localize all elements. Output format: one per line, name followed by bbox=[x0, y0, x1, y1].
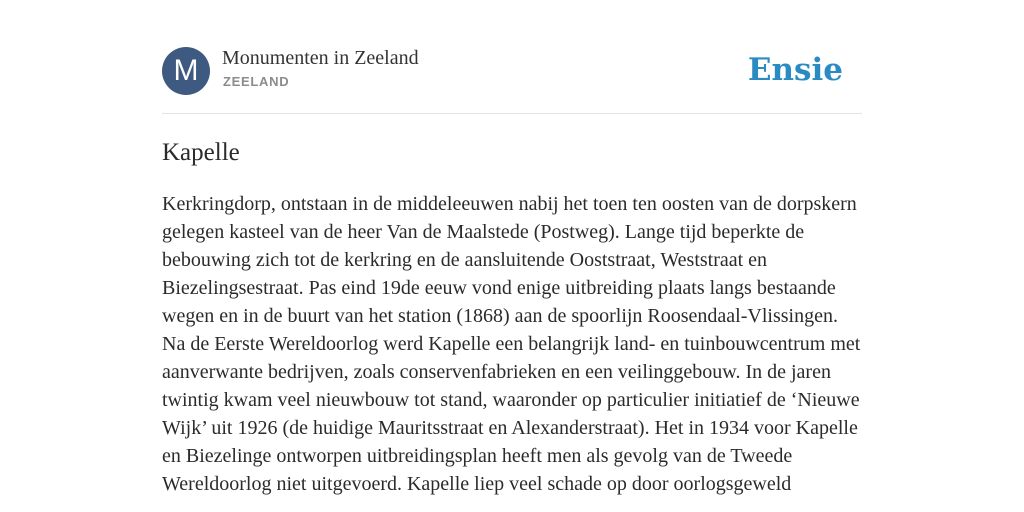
header bbox=[162, 46, 862, 96]
page bbox=[162, 0, 862, 512]
article-body: Kerkringdorp, ontstaan in de middeleeuwen nabij het toen ten oosten van de dorpskern gelegen kasteel van de heer Van de Maalstede (Postweg). Lange tijd beperkte de bebouwing zich tot de kerkring en de aansluitende Ooststraat, Weststraat en Biezelingsestraat. Pas eind 19de eeuw vond enige uitbreiding plaats langs bestaande wegen en in de buurt van het station (1868) aan de spoorlijn Roosendaal-Vlissingen. Na de Eerste Wereldoorlog werd Kapelle een belangrijk land- en tuinbouwcentrum met aanverwante bedrijven, zoals conservenfabrieken en een veilinggebouw. In de jaren twintig kwam veel nieuwbouw tot stand, waaronder op particulier initiatief de ‘Nieuwe Wijk’ uit 1926 (de huidige Mauritsstraat en Alexanderstraat). Het in 1934 voor Kapelle en Biezelinge ontworpen uitbreidingsplan heeft men als gevolg van de Tweede Wereldoorlog niet uitgevoerd. Kapelle liep veel schade op door oorlogsgeweld bbox=[162, 193, 861, 495]
source-category-link[interactable]: ZEELAND bbox=[223, 74, 290, 89]
source-title-link[interactable]: Monumenten in Zeeland bbox=[222, 47, 419, 69]
source-avatar[interactable]: M bbox=[162, 47, 210, 95]
header-divider bbox=[162, 113, 862, 114]
brand-logo[interactable]: Ensie bbox=[747, 52, 843, 88]
article-title: Kapelle bbox=[162, 139, 240, 166]
